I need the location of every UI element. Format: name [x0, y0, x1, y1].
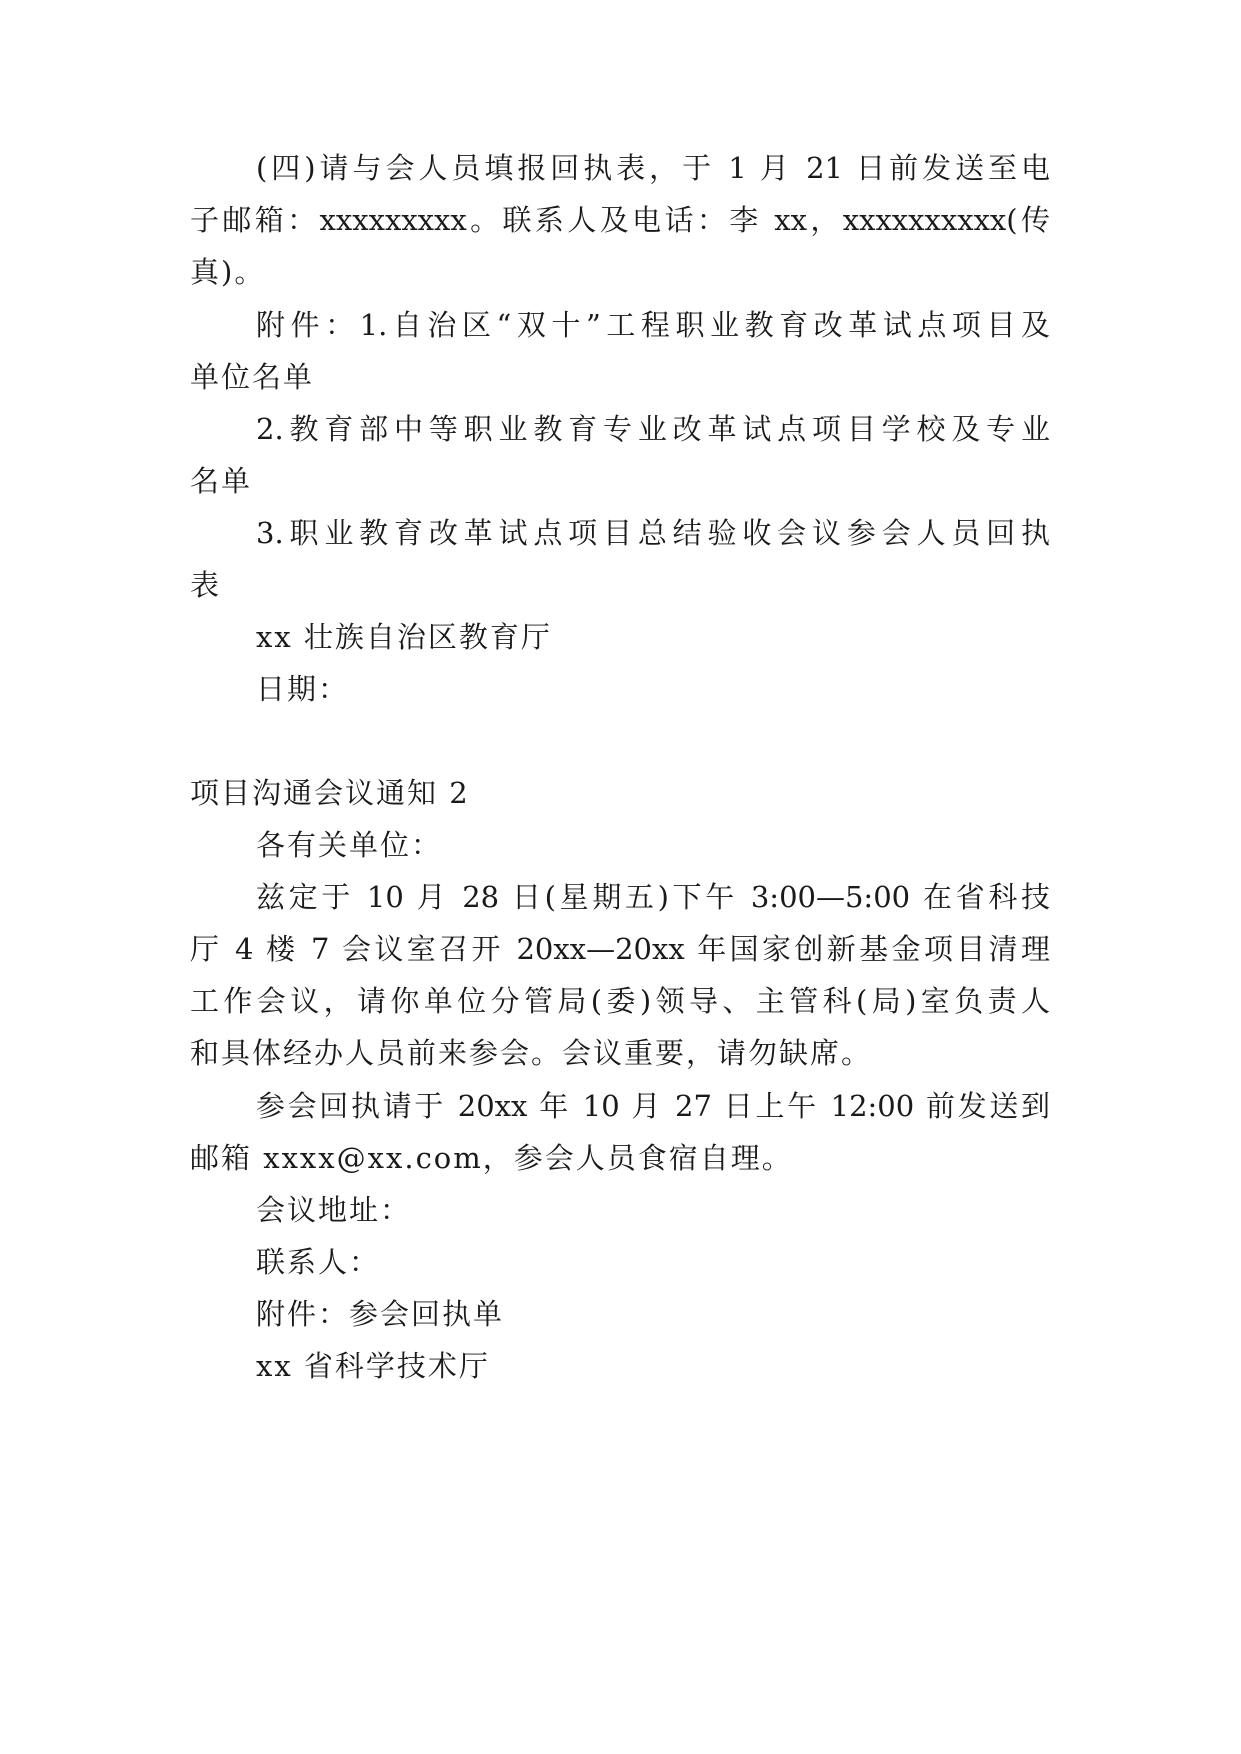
item4-line-2: 子邮箱：xxxxxxxxx。联系人及电话：李 xx，xxxxxxxxxx(传 — [190, 203, 1050, 237]
issuer-education-dept: xx 壮族自治区教育厅 — [256, 620, 552, 654]
salutation: 各有关单位： — [256, 828, 443, 862]
attachment-2-line-2: 名单 — [190, 464, 253, 498]
item4-line-1: (四)请与会人员填报回执表，于 1 月 21 日前发送至电 — [256, 151, 1050, 185]
body-1-line-2: 厅 4 楼 7 会议室召开 20xx—20xx 年国家创新基金项目清理 — [190, 932, 1050, 966]
attachment-1-line-1: 附件：1.自治区“双十”工程职业教育改革试点项目及 — [256, 308, 1050, 342]
issuer-science-dept: xx 省科学技术厅 — [256, 1349, 490, 1383]
body-1-line-4: 和具体经办人员前来参会。会议重要，请勿缺席。 — [190, 1036, 873, 1070]
notice-title: 项目沟通会议通知 2 — [190, 776, 470, 810]
attachment-3-line-1: 3.职业教育改革试点项目总结验收会议参会人员回执 — [256, 516, 1050, 550]
date-label: 日期： — [256, 672, 350, 706]
body-2-line-1: 参会回执请于 20xx 年 10 月 27 日上午 12:00 前发送到 — [256, 1089, 1050, 1123]
attachment-receipt: 附件：参会回执单 — [256, 1297, 505, 1331]
body-1-line-3: 工作会议，请你单位分管局(委)领导、主管科(局)室负责人 — [190, 984, 1050, 1018]
attachment-3-line-2: 表 — [190, 568, 222, 602]
item4-line-3: 真)。 — [190, 255, 266, 289]
meeting-address-label: 会议地址： — [256, 1193, 412, 1227]
contact-person-label: 联系人： — [256, 1245, 381, 1279]
attachment-1-line-2: 单位名单 — [190, 360, 315, 394]
body-2-line-2: 邮箱 xxxx@xx.com，参会人员食宿自理。 — [190, 1141, 793, 1175]
attachment-2-line-1: 2.教育部中等职业教育专业改革试点项目学校及专业 — [256, 412, 1050, 446]
body-1-line-1: 兹定于 10 月 28 日(星期五)下午 3:00—5:00 在省科技 — [256, 880, 1050, 914]
